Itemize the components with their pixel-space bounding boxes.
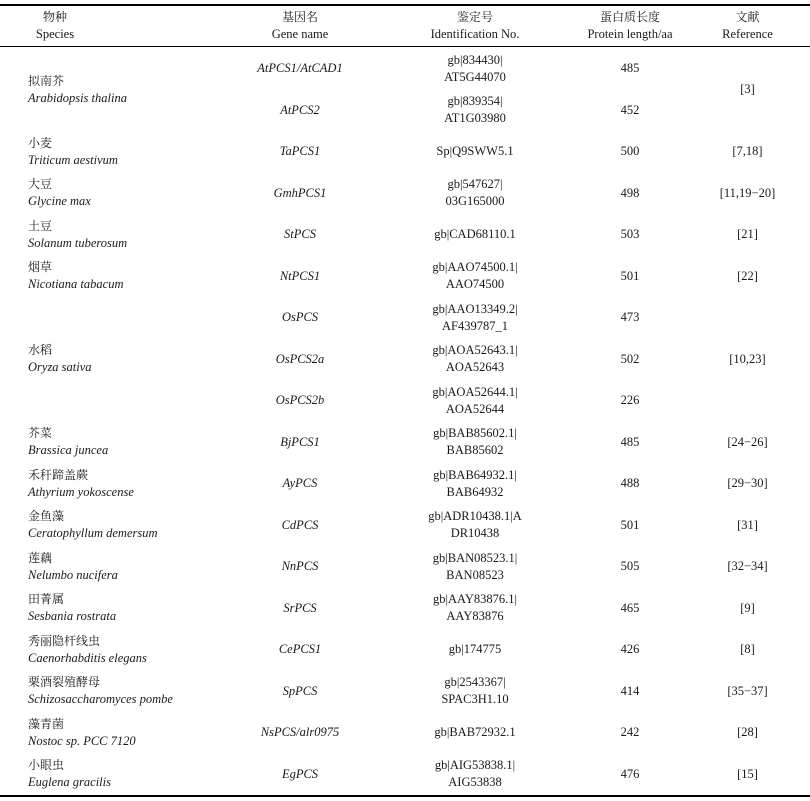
protein-length: 426 xyxy=(620,642,640,657)
reference-value: [32−34] xyxy=(727,559,768,574)
header-gene-cn: 基因名 xyxy=(281,10,318,24)
species-en: Ceratophyllum demersum xyxy=(28,526,158,541)
species-cn: 金鱼藻 xyxy=(28,509,65,524)
identification-line1: Sp|Q9SWW5.1 xyxy=(436,144,514,159)
species-cell xyxy=(28,716,228,750)
species-en: Caenorhabditis elegans xyxy=(28,650,147,665)
identification-line2: AOA52644 xyxy=(445,401,505,416)
identification-line2: SPAC3H1.10 xyxy=(441,692,509,707)
identification-cell xyxy=(395,259,555,293)
identification-line1: gb|ADR10438.1|A xyxy=(428,509,522,524)
gene-name-cell xyxy=(225,641,375,658)
header-gene xyxy=(225,9,375,43)
species-cn: 田菁属 xyxy=(28,592,65,607)
species-cn: 莲藕 xyxy=(28,550,53,565)
species-cell xyxy=(28,218,228,252)
header-length-cn: 蛋白质长度 xyxy=(599,10,660,24)
gene-name-cell xyxy=(225,683,375,700)
reference-cell xyxy=(700,351,795,368)
species-cell xyxy=(28,342,228,376)
species-en: Schizosaccharomyces pombe xyxy=(28,692,173,707)
protein-length: 452 xyxy=(620,102,640,117)
protein-length: 414 xyxy=(620,683,640,698)
species-cn: 秀丽隐杆线虫 xyxy=(28,633,101,648)
gene-name: StPCS xyxy=(284,227,316,242)
species-cn: 芥菜 xyxy=(28,426,53,441)
reference-value: [15] xyxy=(737,766,758,781)
header-rule xyxy=(0,46,810,47)
identification-cell xyxy=(395,467,555,501)
species-cell xyxy=(28,508,228,542)
protein-length: 502 xyxy=(620,351,640,366)
species-cell xyxy=(28,135,228,169)
identification-line1: gb|AIG53838.1| xyxy=(434,758,516,773)
gene-name: EgPCS xyxy=(281,766,319,781)
identification-line2: AOA52643 xyxy=(445,360,505,375)
gene-name-cell xyxy=(225,600,375,617)
header-species xyxy=(0,9,110,43)
identification-line2: AF439787_1 xyxy=(442,318,508,333)
protein-length-cell xyxy=(560,434,700,451)
identification-line2: BAB64932 xyxy=(446,484,504,499)
protein-length-cell xyxy=(560,600,700,617)
species-cn: 土豆 xyxy=(28,218,53,233)
gene-name: AtPCS2 xyxy=(280,102,320,117)
gene-name: AyPCS xyxy=(282,476,318,491)
identification-cell xyxy=(395,143,555,160)
protein-length-cell xyxy=(560,475,700,492)
protein-length: 501 xyxy=(620,268,640,283)
identification-cell xyxy=(395,425,555,459)
protein-length-cell xyxy=(560,517,700,534)
gene-name: TaPCS1 xyxy=(279,144,321,159)
species-cn: 拟南芥 xyxy=(28,73,65,88)
gene-name-cell xyxy=(225,558,375,575)
reference-value: [22] xyxy=(737,268,758,283)
identification-line1: gb|BAB85602.1| xyxy=(433,426,517,441)
reference-cell xyxy=(700,724,795,741)
identification-cell xyxy=(395,757,555,791)
species-cn: 小眼虫 xyxy=(28,758,65,773)
species-cn: 栗酒裂殖酵母 xyxy=(28,675,101,690)
species-cell xyxy=(28,259,228,293)
species-en: Athyrium yokoscense xyxy=(28,484,134,499)
gene-name: OsPCS xyxy=(281,310,319,325)
protein-length: 485 xyxy=(620,434,640,449)
header-species-en: Species xyxy=(35,27,75,41)
protein-length-cell xyxy=(560,143,700,160)
identification-line1: gb|2543367| xyxy=(444,675,506,690)
protein-length: 476 xyxy=(620,766,640,781)
protein-length: 485 xyxy=(620,61,640,76)
gene-name-cell xyxy=(225,392,375,409)
header-reference-en: Reference xyxy=(722,27,773,41)
protein-length-cell xyxy=(560,683,700,700)
species-cn: 大豆 xyxy=(28,177,53,192)
gene-name-cell xyxy=(225,60,375,77)
identification-cell xyxy=(395,301,555,335)
reference-value: [8] xyxy=(740,642,755,657)
protein-length: 505 xyxy=(620,559,640,574)
species-en: Oryza sativa xyxy=(28,360,92,375)
identification-cell xyxy=(395,342,555,376)
species-en: Sesbania rostrata xyxy=(28,609,117,624)
protein-length: 500 xyxy=(620,144,640,159)
reference-cell xyxy=(700,641,795,658)
protein-length: 465 xyxy=(620,600,640,615)
species-cell xyxy=(28,757,228,791)
species-cell xyxy=(28,674,228,708)
reference-value: [31] xyxy=(737,517,758,532)
header-id xyxy=(395,9,555,43)
reference-cell xyxy=(700,226,795,243)
identification-cell xyxy=(395,674,555,708)
species-cell xyxy=(28,591,228,625)
gene-name-cell xyxy=(225,434,375,451)
reference-cell xyxy=(700,683,795,700)
header-reference xyxy=(700,9,795,43)
identification-line1: gb|BAN08523.1| xyxy=(432,550,518,565)
reference-value: [21] xyxy=(737,227,758,242)
identification-line2: DR10438 xyxy=(450,526,500,541)
identification-line1: gb|174775 xyxy=(448,642,502,657)
identification-cell xyxy=(395,724,555,741)
protein-length-cell xyxy=(560,724,700,741)
protein-length: 503 xyxy=(620,227,640,242)
gene-name-cell xyxy=(225,724,375,741)
gene-name-cell xyxy=(225,185,375,202)
identification-cell xyxy=(395,226,555,243)
identification-line2: BAB85602 xyxy=(446,443,504,458)
gene-name: CePCS1 xyxy=(278,642,322,657)
reference-cell xyxy=(700,143,795,160)
identification-line2: 03G165000 xyxy=(445,194,505,209)
identification-cell xyxy=(395,641,555,658)
header-id-en: Identification No. xyxy=(430,27,520,41)
reference-cell xyxy=(700,600,795,617)
reference-cell xyxy=(700,434,795,451)
species-cn: 禾秆蹄盖蕨 xyxy=(28,467,89,482)
protein-length-cell xyxy=(560,185,700,202)
gene-name: GmhPCS1 xyxy=(273,185,327,200)
identification-cell xyxy=(395,384,555,418)
identification-cell xyxy=(395,176,555,210)
reference-value: [28] xyxy=(737,725,758,740)
header-species-cn: 物种 xyxy=(42,10,67,24)
identification-cell xyxy=(395,52,555,86)
protein-length-cell xyxy=(560,641,700,658)
species-cell xyxy=(28,425,228,459)
reference-cell xyxy=(700,81,795,98)
identification-line2: AAY83876 xyxy=(446,609,504,624)
species-en: Brassica juncea xyxy=(28,443,109,458)
gene-name-cell xyxy=(225,143,375,160)
species-cell xyxy=(28,73,228,107)
species-en: Nostoc sp. PCC 7120 xyxy=(28,733,136,748)
gene-name-cell xyxy=(225,351,375,368)
species-en: Nicotiana tabacum xyxy=(28,277,124,292)
gene-name: OsPCS2a xyxy=(275,351,325,366)
identification-cell xyxy=(395,591,555,625)
gene-name: CdPCS xyxy=(281,517,319,532)
gene-name-cell xyxy=(225,268,375,285)
protein-length: 473 xyxy=(620,310,640,325)
species-cn: 水稻 xyxy=(28,343,53,358)
species-cell xyxy=(28,633,228,667)
gene-name: SrPCS xyxy=(283,600,317,615)
species-cell xyxy=(28,550,228,584)
protein-length: 488 xyxy=(620,476,640,491)
identification-line1: gb|834430| xyxy=(447,52,503,67)
gene-name-cell xyxy=(225,517,375,534)
header-id-cn: 鉴定号 xyxy=(456,10,493,24)
identification-cell xyxy=(395,93,555,127)
species-en: Euglena gracilis xyxy=(28,775,111,790)
reference-cell xyxy=(700,766,795,783)
identification-line1: gb|BAB64932.1| xyxy=(433,467,517,482)
identification-line1: gb|AOA52644.1| xyxy=(432,384,518,399)
species-cn: 小麦 xyxy=(28,135,53,150)
protein-length: 242 xyxy=(620,725,640,740)
identification-line2: AT1G03980 xyxy=(444,111,506,126)
identification-line1: gb|AAO74500.1| xyxy=(432,260,518,275)
reference-cell xyxy=(700,558,795,575)
reference-value: [35−37] xyxy=(727,683,768,698)
identification-line1: gb|CAD68110.1 xyxy=(434,227,516,242)
reference-cell xyxy=(700,517,795,534)
species-cn: 烟草 xyxy=(28,260,53,275)
protein-length-cell xyxy=(560,60,700,77)
gene-name-cell xyxy=(225,475,375,492)
gene-name: OsPCS2b xyxy=(275,393,325,408)
identification-cell xyxy=(395,508,555,542)
top-rule xyxy=(0,4,810,6)
reference-cell xyxy=(700,475,795,492)
identification-line2: AT5G44070 xyxy=(444,69,506,84)
reference-value: [24−26] xyxy=(727,434,768,449)
identification-line1: gb|839354| xyxy=(447,94,503,109)
reference-cell xyxy=(700,185,795,202)
protein-length-cell xyxy=(560,351,700,368)
identification-line1: gb|547627| xyxy=(447,177,503,192)
identification-line1: gb|AOA52643.1| xyxy=(432,343,518,358)
header-length xyxy=(560,9,700,43)
header-gene-en: Gene name xyxy=(271,27,329,41)
protein-length-cell xyxy=(560,226,700,243)
gene-name-cell xyxy=(225,766,375,783)
gene-name: NnPCS xyxy=(281,559,319,574)
identification-line2: BAN08523 xyxy=(446,567,504,582)
protein-length-cell xyxy=(560,558,700,575)
gene-name: NsPCS/alr0975 xyxy=(260,725,340,740)
header-length-en: Protein length/aa xyxy=(587,27,673,41)
reference-value: [29−30] xyxy=(727,476,768,491)
protein-length: 501 xyxy=(620,517,640,532)
reference-value: [3] xyxy=(740,82,755,96)
species-en: Triticum aestivum xyxy=(28,152,118,167)
species-cell xyxy=(28,176,228,210)
species-en: Arabidopsis thalina xyxy=(28,90,127,105)
identification-cell xyxy=(395,550,555,584)
reference-value: [10,23] xyxy=(729,351,766,366)
protein-length: 498 xyxy=(620,185,640,200)
gene-name-cell xyxy=(225,226,375,243)
species-en: Glycine max xyxy=(28,194,91,209)
species-en: Nelumbo nucifera xyxy=(28,567,118,582)
identification-line2: AIG53838 xyxy=(448,775,502,790)
species-cn: 藻青菌 xyxy=(28,716,65,731)
gene-name: SpPCS xyxy=(282,683,318,698)
bottom-rule xyxy=(0,795,810,797)
gene-name: NtPCS1 xyxy=(279,268,321,283)
gene-name-cell xyxy=(225,309,375,326)
gene-name: AtPCS1/AtCAD1 xyxy=(257,61,343,76)
species-cell xyxy=(28,467,228,501)
protein-length: 226 xyxy=(620,393,640,408)
species-en: Solanum tuberosum xyxy=(28,235,128,250)
identification-line1: gb|BAB72932.1 xyxy=(434,725,516,740)
reference-value: [9] xyxy=(740,600,755,615)
reference-value: [7,18] xyxy=(732,144,763,159)
protein-length-cell xyxy=(560,309,700,326)
protein-length-cell xyxy=(560,392,700,409)
gene-name-cell xyxy=(225,102,375,119)
gene-name: BjPCS1 xyxy=(280,434,320,449)
reference-cell xyxy=(700,268,795,285)
protein-length-cell xyxy=(560,268,700,285)
identification-line1: gb|AAO13349.2| xyxy=(432,301,518,316)
reference-value: [11,19−20] xyxy=(719,185,776,200)
identification-line2: AAO74500 xyxy=(445,277,505,292)
header-reference-cn: 文献 xyxy=(735,10,760,24)
protein-length-cell xyxy=(560,102,700,119)
protein-length-cell xyxy=(560,766,700,783)
identification-line1: gb|AAY83876.1| xyxy=(432,592,518,607)
